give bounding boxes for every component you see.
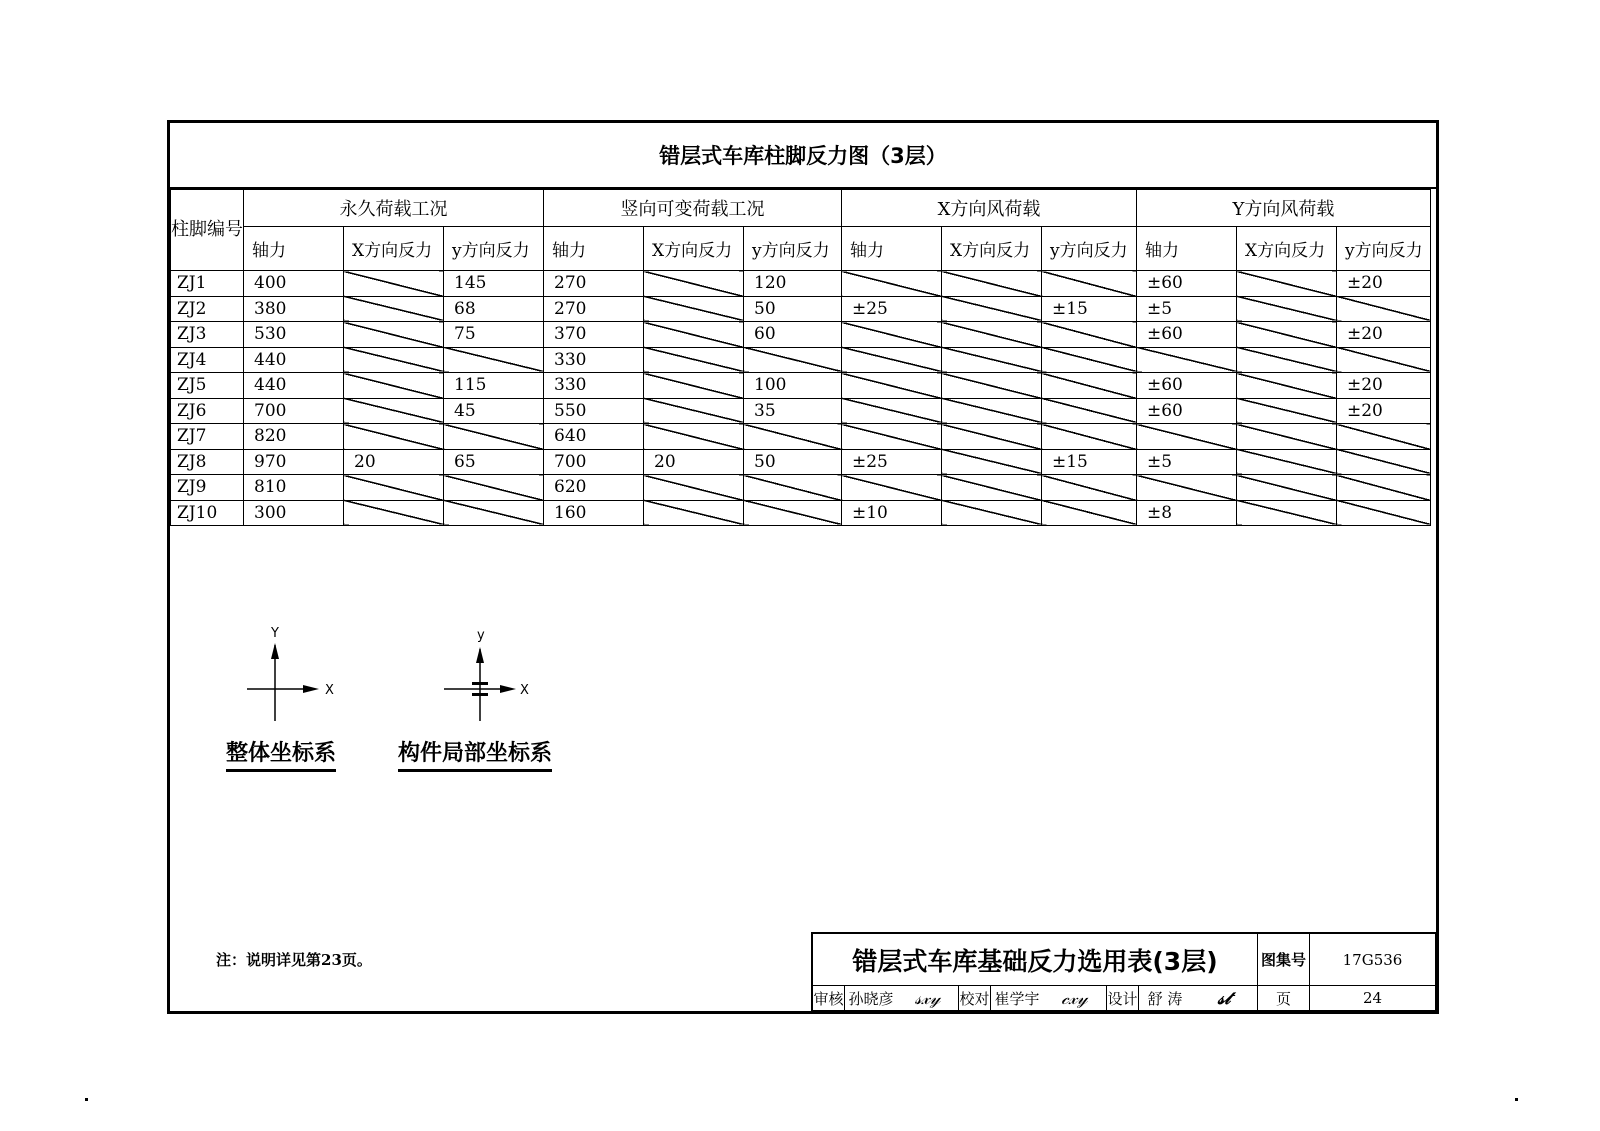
row-id: ZJ2 <box>171 296 244 322</box>
empty-cell <box>644 475 744 501</box>
checker-name: 崔学宇 <box>991 986 1043 1011</box>
row-id: ZJ9 <box>171 475 244 501</box>
page-label: 页 <box>1258 986 1310 1011</box>
value-cell: 68 <box>444 296 544 322</box>
empty-cell <box>1042 322 1137 348</box>
value-cell: 440 <box>244 347 344 373</box>
row-id: ZJ4 <box>171 347 244 373</box>
sub-header: X方向反力 <box>644 227 744 271</box>
empty-cell <box>1042 373 1137 399</box>
value-cell: ±60 <box>1137 373 1237 399</box>
empty-cell <box>842 347 942 373</box>
empty-cell <box>444 475 544 501</box>
sub-header: X方向反力 <box>1237 227 1337 271</box>
empty-cell <box>1237 296 1337 322</box>
drawing-title: 错层式车库基础反力选用表(3层) <box>813 934 1258 986</box>
empty-cell <box>1042 424 1137 450</box>
table-row <box>171 449 1431 475</box>
value-cell: ±10 <box>842 500 942 526</box>
empty-cell <box>1237 449 1337 475</box>
table-row <box>171 322 1431 348</box>
atlas-no-label: 图集号 <box>1258 934 1310 986</box>
empty-cell <box>1237 475 1337 501</box>
check-label: 校对 <box>959 986 991 1011</box>
value-cell: 330 <box>544 347 644 373</box>
empty-cell <box>1237 500 1337 526</box>
corner-dot-right <box>1515 1098 1518 1101</box>
global-x-label: X <box>325 683 334 698</box>
value-cell: 440 <box>244 373 344 399</box>
value-cell: 145 <box>444 271 544 297</box>
reaction-table <box>170 189 1431 526</box>
empty-cell <box>644 373 744 399</box>
empty-cell <box>744 500 842 526</box>
value-cell: ±20 <box>1337 398 1431 424</box>
value-cell: 530 <box>244 322 344 348</box>
empty-cell <box>644 424 744 450</box>
value-cell: ±5 <box>1137 449 1237 475</box>
empty-cell <box>1042 398 1137 424</box>
empty-cell <box>344 347 444 373</box>
value-cell: ±20 <box>1337 373 1431 399</box>
table-row <box>171 398 1431 424</box>
empty-cell <box>1042 347 1137 373</box>
empty-cell <box>344 322 444 348</box>
value-cell: 20 <box>644 449 744 475</box>
value-cell: 370 <box>544 322 644 348</box>
empty-cell <box>344 373 444 399</box>
local-axis-icon <box>440 623 550 733</box>
value-cell: 50 <box>744 449 842 475</box>
empty-cell <box>942 424 1042 450</box>
value-cell: 550 <box>544 398 644 424</box>
empty-cell <box>644 296 744 322</box>
empty-cell <box>344 500 444 526</box>
value-cell: 45 <box>444 398 544 424</box>
value-cell: ±60 <box>1137 271 1237 297</box>
value-cell: 100 <box>744 373 842 399</box>
row-id: ZJ3 <box>171 322 244 348</box>
corner-dot-left <box>85 1098 88 1101</box>
empty-cell <box>1337 475 1431 501</box>
value-cell: ±60 <box>1137 398 1237 424</box>
empty-cell <box>942 373 1042 399</box>
table-row <box>171 475 1431 501</box>
value-cell: ±5 <box>1137 296 1237 322</box>
empty-cell <box>842 424 942 450</box>
empty-cell <box>1042 500 1137 526</box>
empty-cell <box>444 347 544 373</box>
value-cell: ±8 <box>1137 500 1237 526</box>
empty-cell <box>942 500 1042 526</box>
empty-cell <box>644 398 744 424</box>
value-cell: 160 <box>544 500 644 526</box>
value-cell: 380 <box>244 296 344 322</box>
row-id: ZJ5 <box>171 373 244 399</box>
value-cell: ±60 <box>1137 322 1237 348</box>
empty-cell <box>1337 296 1431 322</box>
table-row <box>171 373 1431 399</box>
empty-cell <box>344 271 444 297</box>
sub-header: 轴力 <box>1137 227 1237 271</box>
value-cell: 700 <box>244 398 344 424</box>
empty-cell <box>1137 347 1237 373</box>
value-cell: 970 <box>244 449 344 475</box>
global-coord-label: 整体坐标系 <box>226 736 336 772</box>
empty-cell <box>1337 424 1431 450</box>
empty-cell <box>942 322 1042 348</box>
empty-cell <box>344 475 444 501</box>
empty-cell <box>1237 347 1337 373</box>
review-label: 审核 <box>813 986 845 1011</box>
empty-cell <box>1337 500 1431 526</box>
value-cell: ±15 <box>1042 296 1137 322</box>
empty-cell <box>842 271 942 297</box>
empty-cell <box>1237 424 1337 450</box>
sub-header: 轴力 <box>244 227 344 271</box>
design-label: 设计 <box>1107 986 1139 1011</box>
value-cell: ±15 <box>1042 449 1137 475</box>
sub-header: y方向反力 <box>1337 227 1431 271</box>
value-cell: 270 <box>544 296 644 322</box>
sub-header: y方向反力 <box>444 227 544 271</box>
row-id: ZJ1 <box>171 271 244 297</box>
empty-cell <box>942 271 1042 297</box>
sub-header: y方向反力 <box>744 227 842 271</box>
empty-cell <box>842 373 942 399</box>
empty-cell <box>1237 271 1337 297</box>
empty-cell <box>344 424 444 450</box>
empty-cell <box>842 398 942 424</box>
value-cell: ±25 <box>842 449 942 475</box>
value-cell: ±25 <box>842 296 942 322</box>
reviewer-signature: 𝓈𝓍𝓎 <box>897 986 959 1011</box>
empty-cell <box>644 322 744 348</box>
note-text: 注：说明详见第23页。 <box>216 951 372 969</box>
empty-cell <box>942 347 1042 373</box>
empty-cell <box>644 347 744 373</box>
value-cell: 270 <box>544 271 644 297</box>
value-cell: 640 <box>544 424 644 450</box>
table-row <box>171 424 1431 450</box>
empty-cell <box>842 475 942 501</box>
checker-signature: 𝒸𝓍𝓎 <box>1043 986 1107 1011</box>
value-cell: 810 <box>244 475 344 501</box>
table-row <box>171 296 1431 322</box>
value-cell: 700 <box>544 449 644 475</box>
value-cell: 35 <box>744 398 842 424</box>
value-cell: 120 <box>744 271 842 297</box>
table-row <box>171 500 1431 526</box>
local-x-label: X <box>520 683 529 698</box>
designer-signature: 𝓈𝓉 <box>1191 986 1258 1011</box>
row-id: ZJ7 <box>171 424 244 450</box>
global-axis-icon <box>235 623 345 733</box>
empty-cell <box>1042 271 1137 297</box>
table-row <box>171 347 1431 373</box>
empty-cell <box>842 322 942 348</box>
empty-cell <box>444 424 544 450</box>
empty-cell <box>1337 347 1431 373</box>
value-cell: 400 <box>244 271 344 297</box>
value-cell: ±20 <box>1337 271 1431 297</box>
reviewer-name: 孙晓彦 <box>845 986 897 1011</box>
sub-header: 轴力 <box>842 227 942 271</box>
designer-name: 舒 涛 <box>1139 986 1191 1011</box>
empty-cell <box>1042 475 1137 501</box>
sub-header: X方向反力 <box>942 227 1042 271</box>
col-header-id: 柱脚编号 <box>171 190 244 271</box>
global-y-label: Y <box>271 626 279 641</box>
value-cell: 115 <box>444 373 544 399</box>
empty-cell <box>744 475 842 501</box>
sub-header: 轴力 <box>544 227 644 271</box>
title-block <box>811 932 1436 1011</box>
empty-cell <box>942 449 1042 475</box>
group-header-live: 竖向可变荷载工况 <box>544 190 842 227</box>
sub-header: X方向反力 <box>344 227 444 271</box>
empty-cell <box>644 271 744 297</box>
empty-cell <box>444 500 544 526</box>
empty-cell <box>1237 373 1337 399</box>
group-header-wind-y: Y方向风荷载 <box>1137 190 1431 227</box>
row-id: ZJ10 <box>171 500 244 526</box>
empty-cell <box>744 424 842 450</box>
page-number: 24 <box>1310 986 1436 1011</box>
value-cell: 300 <box>244 500 344 526</box>
local-y-label: y <box>477 628 485 643</box>
empty-cell <box>1137 475 1237 501</box>
table-title: 错层式车库柱脚反力图（3层） <box>170 123 1436 189</box>
value-cell: 620 <box>544 475 644 501</box>
group-header-wind-x: X方向风荷载 <box>842 190 1137 227</box>
row-id: ZJ8 <box>171 449 244 475</box>
empty-cell <box>942 296 1042 322</box>
value-cell: 75 <box>444 322 544 348</box>
empty-cell <box>1237 322 1337 348</box>
empty-cell <box>744 347 842 373</box>
row-id: ZJ6 <box>171 398 244 424</box>
empty-cell <box>1237 398 1337 424</box>
empty-cell <box>344 398 444 424</box>
value-cell: 65 <box>444 449 544 475</box>
empty-cell <box>1337 449 1431 475</box>
empty-cell <box>942 398 1042 424</box>
value-cell: 330 <box>544 373 644 399</box>
empty-cell <box>942 475 1042 501</box>
value-cell: ±20 <box>1337 322 1431 348</box>
table-row <box>171 271 1431 297</box>
drawing-frame <box>167 120 1439 1014</box>
atlas-no-value: 17G536 <box>1310 934 1436 986</box>
empty-cell <box>344 296 444 322</box>
empty-cell <box>1137 424 1237 450</box>
value-cell: 820 <box>244 424 344 450</box>
sub-header: y方向反力 <box>1042 227 1137 271</box>
value-cell: 20 <box>344 449 444 475</box>
empty-cell <box>644 500 744 526</box>
local-coord-label: 构件局部坐标系 <box>398 736 552 772</box>
group-header-permanent: 永久荷载工况 <box>244 190 544 227</box>
value-cell: 60 <box>744 322 842 348</box>
value-cell: 50 <box>744 296 842 322</box>
